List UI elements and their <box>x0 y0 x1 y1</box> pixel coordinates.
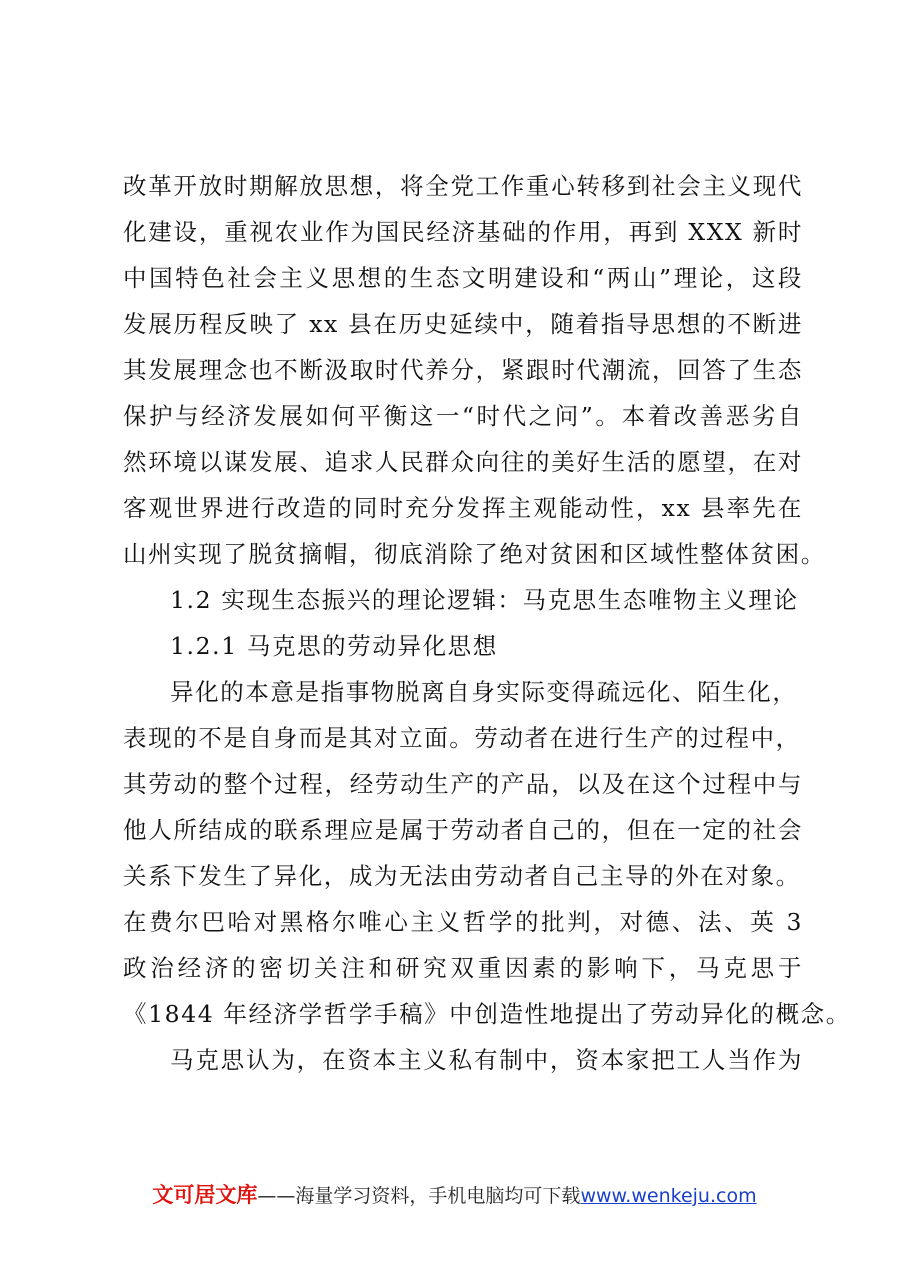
body-text-line: 《1844 年经济学哲学手稿》中创造性地提出了劳动异化的概念。 <box>123 1000 851 1028</box>
body-text-line: 在费尔巴哈对黑格尔唯心主义哲学的批判，对德、法、英 3 <box>123 908 803 936</box>
body-text-line: 改革开放时期解放思想，将全党工作重心转移到社会主义现代 <box>123 172 803 200</box>
body-text-line: 关系下发生了异化，成为无法由劳动者自己主导的外在对象。 <box>123 862 801 890</box>
body-text-line: 异化的本意是指事物脱离自身实际变得疏远化、陌生化， <box>170 678 798 706</box>
footer-slogan: ——海量学习资料，手机电脑均可下载 <box>257 1185 581 1207</box>
body-text-line: 发展历程反映了 xx 县在历史延续中，随着指导思想的不断进 <box>123 310 803 338</box>
body-text-line: 中国特色社会主义思想的生态文明建设和“两山”理论，这段 <box>123 264 803 292</box>
body-text-line: 客观世界进行改造的同时充分发挥主观能动性，xx 县率先在 <box>123 494 803 522</box>
body-text-line: 他人所结成的联系理应是属于劳动者自己的，但在一定的社会 <box>123 816 803 844</box>
subsection-heading: 1.2.1 马克思的劳动异化思想 <box>170 632 498 660</box>
body-text-line: 保护与经济发展如何平衡这一“时代之问”。本着改善恶劣自 <box>123 402 803 430</box>
footer-banner <box>0 1180 909 1211</box>
body-text-line: 马克思认为，在资本主义私有制中，资本家把工人当作为 <box>170 1046 803 1074</box>
body-text-line: 政治经济的密切关注和研究双重因素的影响下，马克思于 <box>123 954 803 982</box>
body-text-line: 山州实现了脱贫摘帽，彻底消除了绝对贫困和区域性整体贫困。 <box>123 540 826 568</box>
footer-link[interactable]: www.wenkeju.com <box>580 1185 757 1207</box>
body-text-line: 其发展理念也不断汲取时代养分，紧跟时代潮流，回答了生态 <box>123 356 803 384</box>
body-text-line: 表现的不是自身而是其对立面。劳动者在进行生产的过程中， <box>123 724 801 752</box>
body-text-line: 然环境以谋发展、追求人民群众向往的美好生活的愿望，在对 <box>123 448 803 476</box>
body-text-line: 化建设，重视农业作为国民经济基础的作用，再到 XXX 新时 <box>123 218 803 246</box>
section-heading: 1.2 实现生态振兴的理论逻辑：马克思生态唯物主义理论 <box>170 586 799 614</box>
body-text-line: 其劳动的整个过程，经劳动生产的产品，以及在这个过程中与 <box>123 770 803 798</box>
footer-brand: 文可居文库 <box>152 1183 258 1207</box>
